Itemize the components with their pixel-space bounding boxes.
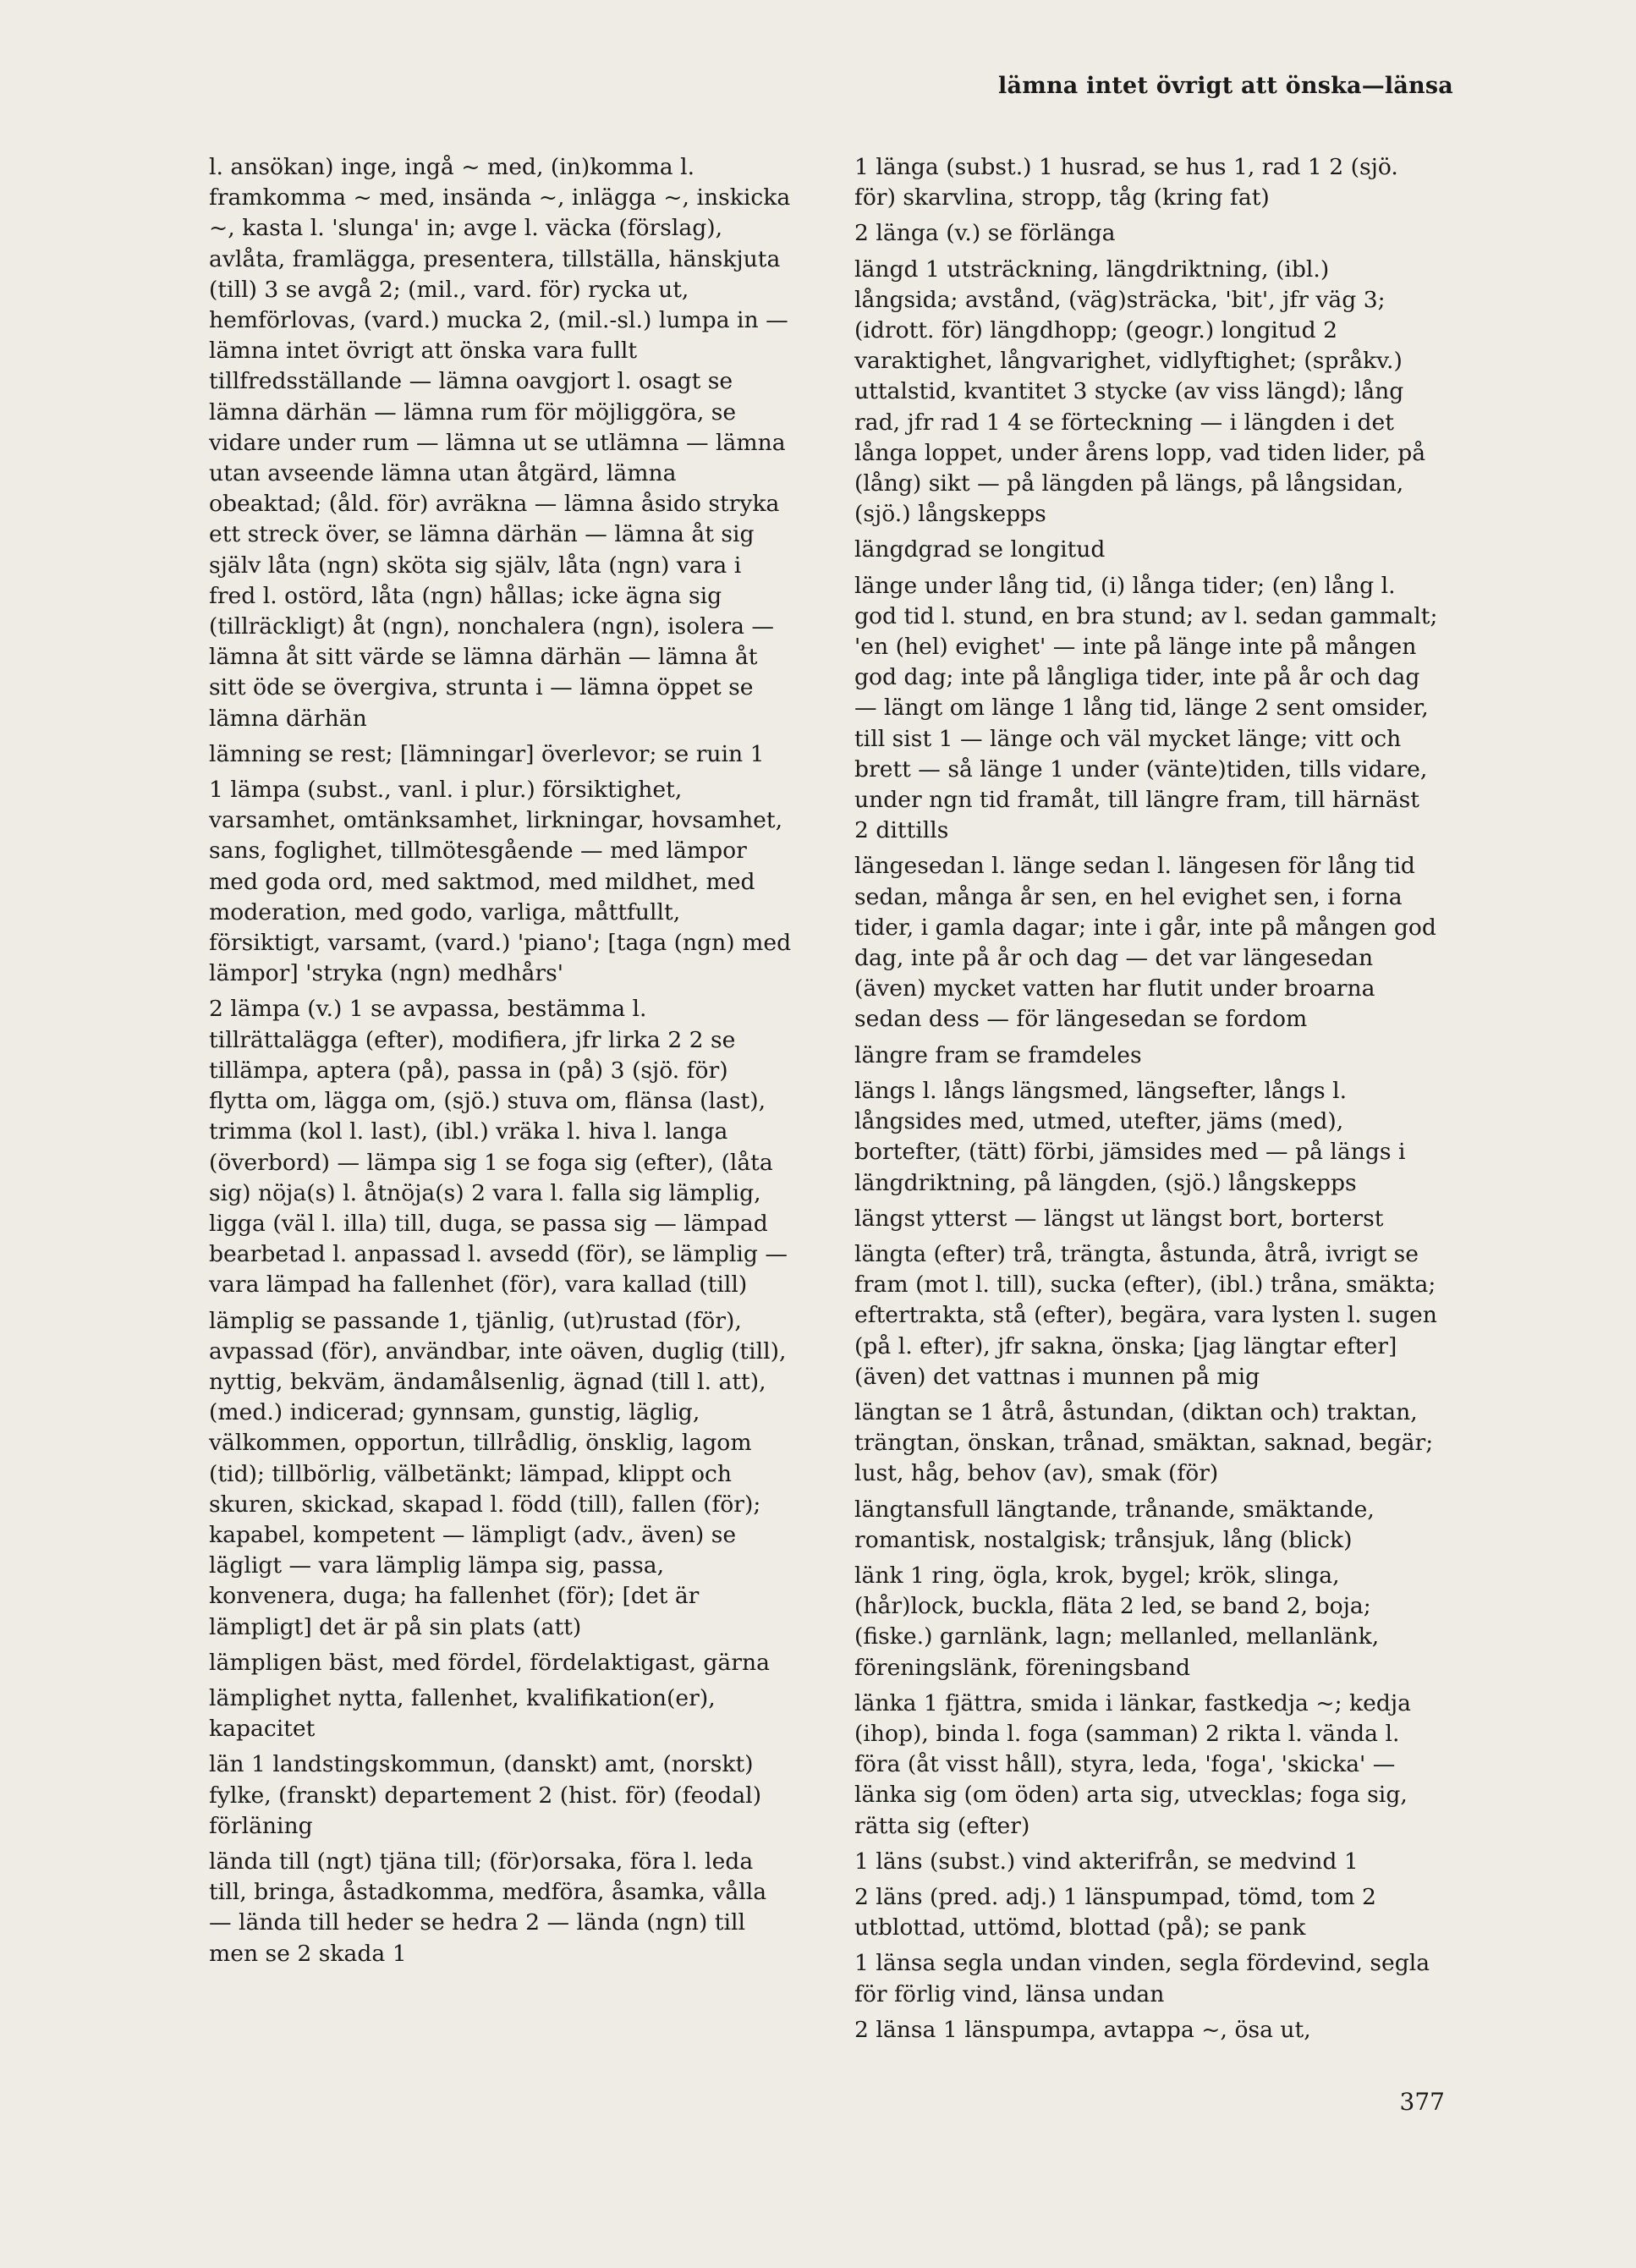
entry: 2 lämpa (v.) 1 se avpassa, bestämma l. tillrättalägga (efter), modifiera, jfr lirka 2 2 se tillämpa, aptera (på), passa in (på) 3 (sjö. för) flytta om, lägga om, (sjö.) stuva om, flänsa (last), trimma (kol l. last), (ibl.) vräka l. hiva l. langa (överbord) — lämpa sig 1 se foga sig (efter), (låta sig) nöja(s) l. åtnöja(s) 2 vara l. falla sig lämplig, ligga (väl l. illa) till, duga, se passa sig — lämpad bearbetad l. anpassad l. avsedd (för), se lämplig — vara lämpad ha fallenhet (för), vara kallad (till) bbox=[209, 996, 788, 1299]
entry: längs l. långs längsmed, längsefter, långs l. långsides med, utmed, utefter, jäms (med), bortefter, (tätt) förbi, jämsides med — på längs i längdriktning, på längden, (sjö.) långskepps bbox=[854, 1077, 1406, 1196]
entry: län 1 landstingskommun, (danskt) amt, (norskt) fylke, (franskt) departement 2 (hist. för) (feodal) förläning bbox=[209, 1751, 762, 1839]
page-number: 377 bbox=[1399, 2088, 1445, 2116]
entry: längesedan l. länge sedan l. längesen för lång tid sedan, många år sen, en hel evighet sen, i forna tider, i gamla dagar; inte i går, inte på mången god dag, inte på år och dag — det var längesedan (även) mycket vatten har flutit under broarna sedan dess — för längesedan se fordom bbox=[854, 853, 1436, 1033]
right-column bbox=[854, 152, 1438, 2051]
entry: längtansfull längtande, trånande, smäktande, romantisk, nostalgisk; trånsjuk, lång (blick) bbox=[854, 1496, 1375, 1553]
entry: 1 lämpa (subst., vanl. i plur.) försiktighet, varsamhet, omtänksamhet, lirkningar, hovsamhet, sans, foglighet, tillmötesgående — med lämpor med goda ord, med saktmod, med mildhet, med moderation, med godo, varliga, måttfullt, försiktigt, varsamt, (vard.) 'piano'; [taga (ngn) med lämpor] 'stryka (ngn) medhårs' bbox=[209, 777, 792, 987]
entry: 2 läns (pred. adj.) 1 länspumpad, tömd, tom 2 utblottad, uttömd, blottad (på); se pank bbox=[854, 1883, 1376, 1941]
entry: längst ytterst — längst ut längst bort, borterst bbox=[854, 1205, 1384, 1232]
left-column bbox=[209, 152, 793, 1974]
entry: längta (efter) trå, trängta, åstunda, åtrå, ivrigt se fram (mot l. till), sucka (efter), (ibl.) tråna, smäkta; eftertrakta, stå (efter), begära, vara lysten l. sugen (på l. efter), jfr sakna, önska; [jag längtar efter] (även) det vattnas i munnen på mig bbox=[854, 1240, 1437, 1390]
entry: länge under lång tid, (i) långa tider; (en) lång l. god tid l. stund, en bra stund; av l. sedan gammalt; 'en (hel) evighet' — inte på länge inte på mången god dag; inte på långliga tider, inte på år och dag — längt om länge 1 lång tid, länge 2 sent omsider, till sist 1 — länge och väl mycket länge; vitt och brett — så länge 1 under (vänte)tiden, tills vidare, under ngn tid framåt, till längre fram, till härnäst 2 dittills bbox=[854, 572, 1438, 844]
entry: längtan se 1 åtrå, åstundan, (diktan och) traktan, trängtan, önskan, trånad, smäktan, saknad, begär; lust, håg, behov (av), smak (för) bbox=[854, 1398, 1434, 1487]
entry: 2 länga (v.) se förlänga bbox=[854, 220, 1116, 247]
entry: lämning se rest; [lämningar] överlevor; se ruin 1 bbox=[209, 740, 765, 767]
entry: l. ansökan) inge, ingå ~ med, (in)komma l. framkomma ~ med, insända ~, inlägga ~, inskicka ~, kasta l. 'slunga' in; avge l. väcka (förslag), avlåta, framlägga, presentera, tillställa, hänskjuta (till) 3 se avgå 2; (mil., vard. för) rycka ut, hemförlovas, (vard.) mucka 2, (mil.-sl.) lumpa in — lämna intet övrigt att önska vara fullt tillfredsställande — lämna oavgjort l. osagt se lämna därhän — lämna rum för möjliggöra, se vidare under rum — lämna ut se utlämna — lämna utan avseende lämna utan åtgärd, lämna obeaktad; (åld. för) avräkna — lämna åsido stryka ett streck över, se lämna därhän — lämna åt sig själv låta (ngn) sköta sig själv, låta (ngn) vara i fred l. ostörd, låta (ngn) hållas; icke ägna sig (tillräckligt) åt (ngn), nonchalera (ngn), isolera — lämna åt sitt värde se lämna därhän — lämna åt sitt öde se övergiva, strunta i — lämna öppet se lämna därhän bbox=[209, 154, 791, 732]
entry: lända till (ngt) tjäna till; (för)orsaka, föra l. leda till, bringa, åstadkomma, medföra, åsamka, vålla — lända till heder se hedra 2 — lända (ngn) till men se 2 skada 1 bbox=[209, 1848, 767, 1967]
running-header: lämna intet övrigt att önska—länsa bbox=[998, 73, 1453, 99]
entry: 1 läns (subst.) vind akterifrån, se medvind 1 bbox=[854, 1848, 1359, 1875]
entry: 1 länsa segla undan vinden, segla fördevind, segla för förlig vind, länsa undan bbox=[854, 1950, 1430, 2007]
entry: lämplighet nytta, fallenhet, kvalifikation(er), kapacitet bbox=[209, 1684, 716, 1743]
entry: 2 länsa 1 länspumpa, avtappa ~, ösa ut, bbox=[854, 2016, 1311, 2043]
entry: längre fram se framdeles bbox=[854, 1041, 1142, 1068]
entry: lämpligen bäst, med fördel, fördelaktigast, gärna bbox=[209, 1649, 770, 1676]
entry: längdgrad se longitud bbox=[854, 536, 1106, 563]
entry: 1 länga (subst.) 1 husrad, se hus 1, rad 1 2 (sjö. för) skarvlina, stropp, tåg (kring fat) bbox=[854, 154, 1398, 211]
entry: länk 1 ring, ögla, krok, bygel; krök, slinga, (hår)lock, buckla, fläta 2 led, se band 2, boja; (fiske.) garnlänk, lagn; mellanled, mellanlänk, föreningslänk, föreningsband bbox=[854, 1562, 1380, 1681]
entry: lämplig se passande 1, tjänlig, (ut)rustad (för), avpassad (för), användbar, inte oäven, duglig (till), nyttig, bekväm, ändamålsenlig, ägnad (till l. att), (med.) indicerad; gynnsam, gunstig, läglig, välkommen, opportun, tillrådlig, önsklig, lagom (tid); tillbörlig, välbetänkt; lämpad, klippt och skuren, skickad, skapad l. född (till), fallen (för); kapabel, kompetent — lämpligt (adv., även) se lägligt — vara lämplig lämpa sig, passa, konvenera, duga; ha fallenhet (för); [det är lämpligt] det är på sin plats (att) bbox=[209, 1307, 787, 1640]
entry: länka 1 fjättra, smida i länkar, fastkedja ~; kedja (ihop), binda l. foga (samman) 2 rikta l. vända l. föra (åt visst håll), styra, leda, 'foga', 'skicka' — länka sig (om öden) arta sig, utvecklas; foga sig, rätta sig (efter) bbox=[854, 1689, 1412, 1839]
entry: längd 1 utsträckning, längdriktning, (ibl.) långsida; avstånd, (väg)sträcka, 'bit', jfr väg 3; (idrott. för) längdhopp; (geogr.) longitud 2 varaktighet, långvarighet, vidlyftighet; (språkv.) uttalstid, kvantitet 3 stycke (av viss längd); lång rad, jfr rad 1 4 se förteckning — i längden i det långa loppet, under årens lopp, vad tiden lider, på (lång) sikt — på längden på längs, på långsidan, (sjö.) långskepps bbox=[854, 255, 1426, 528]
